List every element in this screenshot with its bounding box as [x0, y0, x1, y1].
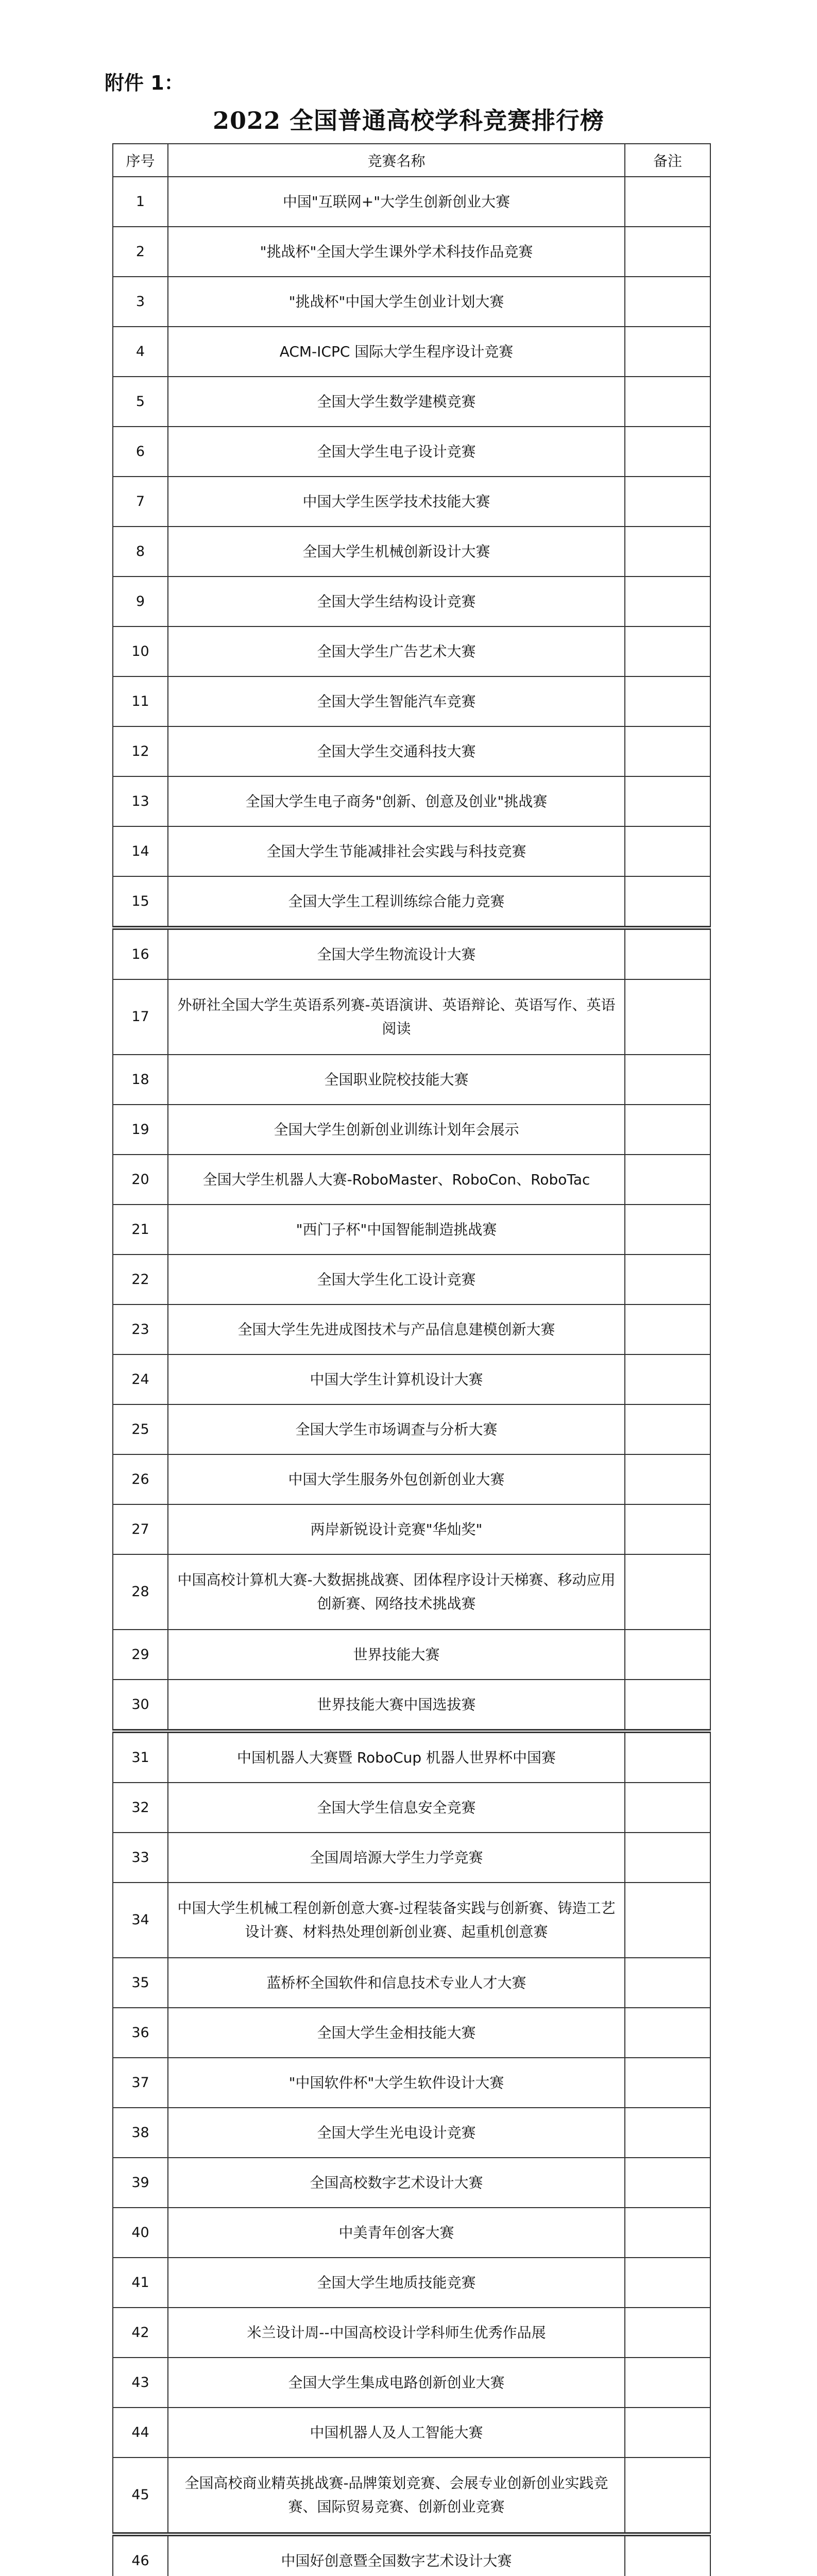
table-row	[113, 1304, 710, 1354]
row-note	[625, 1783, 710, 1833]
row-seq: 22	[113, 1255, 168, 1304]
row-seq: 1	[113, 177, 168, 227]
row-seq: 44	[113, 2408, 168, 2458]
row-seq: 6	[113, 427, 168, 477]
row-competition-name: 全国大学生创新创业训练计划年会展示	[168, 1105, 625, 1155]
row-seq: 4	[113, 327, 168, 377]
row-competition-name: 全国高校商业精英挑战赛-品牌策划竞赛、会展专业创新创业实践竞赛、国际贸易竞赛、创新创业竞赛	[168, 2458, 625, 2534]
row-note	[625, 928, 710, 979]
table-row	[113, 2458, 710, 2534]
row-competition-name: 全国大学生光电设计竞赛	[168, 2108, 625, 2158]
table-row	[113, 2208, 710, 2258]
row-competition-name: "西门子杯"中国智能制造挑战赛	[168, 1205, 625, 1255]
row-competition-name: 全国大学生物流设计大赛	[168, 928, 625, 979]
row-competition-name: 全国大学生数学建模竞赛	[168, 377, 625, 427]
row-seq: 39	[113, 2158, 168, 2208]
table-row	[113, 626, 710, 676]
row-competition-name: 全国职业院校技能大赛	[168, 1055, 625, 1105]
row-seq: 26	[113, 1454, 168, 1504]
row-seq: 25	[113, 1404, 168, 1454]
row-note	[625, 676, 710, 726]
row-competition-name: 全国大学生广告艺术大赛	[168, 626, 625, 676]
row-seq: 37	[113, 2058, 168, 2108]
table-row	[113, 2358, 710, 2408]
row-competition-name: 米兰设计周--中国高校设计学科师生优秀作品展	[168, 2308, 625, 2358]
row-competition-name: 全国大学生先进成图技术与产品信息建模创新大赛	[168, 1304, 625, 1354]
row-note	[625, 1205, 710, 1255]
row-competition-name: 中国大学生医学技术技能大赛	[168, 477, 625, 527]
row-note	[625, 1630, 710, 1680]
row-seq: 33	[113, 1833, 168, 1883]
row-competition-name: 全国大学生市场调查与分析大赛	[168, 1404, 625, 1454]
table-row	[113, 726, 710, 776]
row-competition-name: 全国大学生电子设计竞赛	[168, 427, 625, 477]
row-note	[625, 477, 710, 527]
table-row	[113, 1155, 710, 1205]
row-note	[625, 1504, 710, 1554]
table-row	[113, 2008, 710, 2058]
table-row	[113, 2108, 710, 2158]
row-note	[625, 1958, 710, 2008]
ranking-table-body	[113, 177, 710, 2576]
row-competition-name: 蓝桥杯全国软件和信息技术专业人才大赛	[168, 1958, 625, 2008]
row-note	[625, 979, 710, 1055]
row-competition-name: 全国大学生工程训练综合能力竞赛	[168, 876, 625, 928]
row-note	[625, 2208, 710, 2258]
row-note	[625, 1554, 710, 1630]
table-row	[113, 2408, 710, 2458]
row-competition-name: ACM-ICPC 国际大学生程序设计竞赛	[168, 327, 625, 377]
row-seq: 21	[113, 1205, 168, 1255]
row-seq: 12	[113, 726, 168, 776]
row-seq: 29	[113, 1630, 168, 1680]
row-competition-name: 世界技能大赛	[168, 1630, 625, 1680]
row-seq: 14	[113, 826, 168, 876]
table-row	[113, 1454, 710, 1504]
row-competition-name: 全国大学生智能汽车竞赛	[168, 676, 625, 726]
row-competition-name: 全国大学生结构设计竞赛	[168, 577, 625, 626]
row-seq: 8	[113, 527, 168, 577]
row-seq: 27	[113, 1504, 168, 1554]
row-note	[625, 527, 710, 577]
row-note	[625, 2058, 710, 2108]
row-competition-name: 中美青年创客大赛	[168, 2208, 625, 2258]
row-note	[625, 1404, 710, 1454]
row-note	[625, 327, 710, 377]
row-note	[625, 776, 710, 826]
row-seq: 24	[113, 1354, 168, 1404]
row-note	[625, 1105, 710, 1155]
table-row	[113, 2258, 710, 2308]
row-seq: 35	[113, 1958, 168, 2008]
row-competition-name: 全国大学生节能减排社会实践与科技竞赛	[168, 826, 625, 876]
row-note	[625, 377, 710, 427]
table-row	[113, 1883, 710, 1958]
row-seq: 18	[113, 1055, 168, 1105]
table-row	[113, 1105, 710, 1155]
row-seq: 9	[113, 577, 168, 626]
table-row	[113, 1680, 710, 1731]
row-seq: 38	[113, 2108, 168, 2158]
table-row	[113, 676, 710, 726]
row-seq: 23	[113, 1304, 168, 1354]
row-competition-name: 中国好创意暨全国数字艺术设计大赛	[168, 2534, 625, 2576]
row-seq: 15	[113, 876, 168, 928]
row-competition-name: 全国大学生机器人大赛-RoboMaster、RoboCon、RoboTac	[168, 1155, 625, 1205]
row-note	[625, 427, 710, 477]
row-seq: 17	[113, 979, 168, 1055]
page-title: 2022 全国普通高校学科竞赛排行榜	[212, 107, 605, 134]
row-seq: 11	[113, 676, 168, 726]
table-row	[113, 1255, 710, 1304]
table-row	[113, 1731, 710, 1783]
table-row	[113, 577, 710, 626]
row-note	[625, 626, 710, 676]
row-seq: 13	[113, 776, 168, 826]
row-seq: 5	[113, 377, 168, 427]
row-note	[625, 1731, 710, 1783]
table-row	[113, 2534, 710, 2576]
table-row	[113, 1833, 710, 1883]
row-note	[625, 2108, 710, 2158]
row-competition-name: 全国大学生交通科技大赛	[168, 726, 625, 776]
row-note	[625, 1883, 710, 1958]
table-row	[113, 776, 710, 826]
table-row	[113, 377, 710, 427]
row-note	[625, 1304, 710, 1354]
row-seq: 34	[113, 1883, 168, 1958]
row-seq: 16	[113, 928, 168, 979]
row-seq: 30	[113, 1680, 168, 1731]
row-competition-name: 世界技能大赛中国选拔赛	[168, 1680, 625, 1731]
row-note	[625, 1055, 710, 1105]
row-seq: 19	[113, 1105, 168, 1155]
row-note	[625, 1833, 710, 1883]
row-competition-name: 中国机器人及人工智能大赛	[168, 2408, 625, 2458]
row-seq: 43	[113, 2358, 168, 2408]
row-competition-name: 中国"互联网+"大学生创新创业大赛	[168, 177, 625, 227]
attachment-label: 附件 1：	[105, 72, 184, 94]
row-note	[625, 2308, 710, 2358]
row-competition-name: 外研社全国大学生英语系列赛-英语演讲、英语辩论、英语写作、英语阅读	[168, 979, 625, 1055]
row-note	[625, 2534, 710, 2576]
row-competition-name: "挑战杯"全国大学生课外学术科技作品竞赛	[168, 227, 625, 277]
row-seq: 40	[113, 2208, 168, 2258]
row-note	[625, 2158, 710, 2208]
header-name: 竞赛名称	[168, 144, 625, 177]
row-seq: 36	[113, 2008, 168, 2058]
row-competition-name: 中国大学生计算机设计大赛	[168, 1354, 625, 1404]
row-seq: 45	[113, 2458, 168, 2534]
row-competition-name: 全国大学生金相技能大赛	[168, 2008, 625, 2058]
row-note	[625, 1354, 710, 1404]
row-note	[625, 1454, 710, 1504]
ranking-table	[112, 143, 711, 2576]
header-note: 备注	[625, 144, 710, 177]
table-row	[113, 1554, 710, 1630]
table-row	[113, 928, 710, 979]
row-seq: 7	[113, 477, 168, 527]
row-competition-name: 全国大学生地质技能竞赛	[168, 2258, 625, 2308]
row-competition-name: 全国大学生电子商务"创新、创意及创业"挑战赛	[168, 776, 625, 826]
table-row	[113, 1783, 710, 1833]
row-note	[625, 2008, 710, 2058]
row-competition-name: 全国高校数字艺术设计大赛	[168, 2158, 625, 2208]
row-seq: 3	[113, 277, 168, 327]
row-note	[625, 227, 710, 277]
row-competition-name: 全国大学生化工设计竞赛	[168, 1255, 625, 1304]
table-row	[113, 979, 710, 1055]
row-note	[625, 577, 710, 626]
table-row	[113, 1205, 710, 1255]
table-row	[113, 327, 710, 377]
table-row	[113, 177, 710, 227]
row-note	[625, 826, 710, 876]
row-competition-name: 全国大学生信息安全竞赛	[168, 1783, 625, 1833]
row-note	[625, 2408, 710, 2458]
table-row	[113, 277, 710, 327]
table-row	[113, 1630, 710, 1680]
row-competition-name: 两岸新锐设计竞赛"华灿奖"	[168, 1504, 625, 1554]
row-competition-name: 全国大学生机械创新设计大赛	[168, 527, 625, 577]
table-row	[113, 1354, 710, 1404]
row-note	[625, 1255, 710, 1304]
table-header-row	[113, 144, 710, 177]
row-competition-name: 中国大学生服务外包创新创业大赛	[168, 1454, 625, 1504]
row-seq: 2	[113, 227, 168, 277]
row-seq: 42	[113, 2308, 168, 2358]
row-note	[625, 1155, 710, 1205]
table-row	[113, 1404, 710, 1454]
table-row	[113, 1504, 710, 1554]
table-row	[113, 527, 710, 577]
row-note	[625, 2458, 710, 2534]
row-seq: 31	[113, 1731, 168, 1783]
header-seq: 序号	[113, 144, 168, 177]
row-note	[625, 1680, 710, 1731]
table-row	[113, 227, 710, 277]
table-row	[113, 826, 710, 876]
row-seq: 20	[113, 1155, 168, 1205]
row-competition-name: "中国软件杯"大学生软件设计大赛	[168, 2058, 625, 2108]
row-seq: 41	[113, 2258, 168, 2308]
row-note	[625, 2358, 710, 2408]
row-seq: 10	[113, 626, 168, 676]
table-row	[113, 477, 710, 527]
row-seq: 46	[113, 2534, 168, 2576]
row-seq: 32	[113, 1783, 168, 1833]
table-row	[113, 2158, 710, 2208]
row-competition-name: 全国周培源大学生力学竞赛	[168, 1833, 625, 1883]
table-row	[113, 427, 710, 477]
row-competition-name: 中国机器人大赛暨 RoboCup 机器人世界杯中国赛	[168, 1731, 625, 1783]
row-note	[625, 277, 710, 327]
row-note	[625, 726, 710, 776]
row-note	[625, 2258, 710, 2308]
row-seq: 28	[113, 1554, 168, 1630]
row-competition-name: 中国高校计算机大赛-大数据挑战赛、团体程序设计天梯赛、移动应用创新赛、网络技术挑战赛	[168, 1554, 625, 1630]
table-row	[113, 1055, 710, 1105]
table-row	[113, 876, 710, 928]
row-competition-name: 全国大学生集成电路创新创业大赛	[168, 2358, 625, 2408]
row-competition-name: "挑战杯"中国大学生创业计划大赛	[168, 277, 625, 327]
table-row	[113, 2308, 710, 2358]
table-row	[113, 2058, 710, 2108]
row-note	[625, 876, 710, 928]
row-competition-name: 中国大学生机械工程创新创意大赛-过程装备实践与创新赛、铸造工艺设计赛、材料热处理创新创业赛、起重机创意赛	[168, 1883, 625, 1958]
table-row	[113, 1958, 710, 2008]
row-note	[625, 177, 710, 227]
